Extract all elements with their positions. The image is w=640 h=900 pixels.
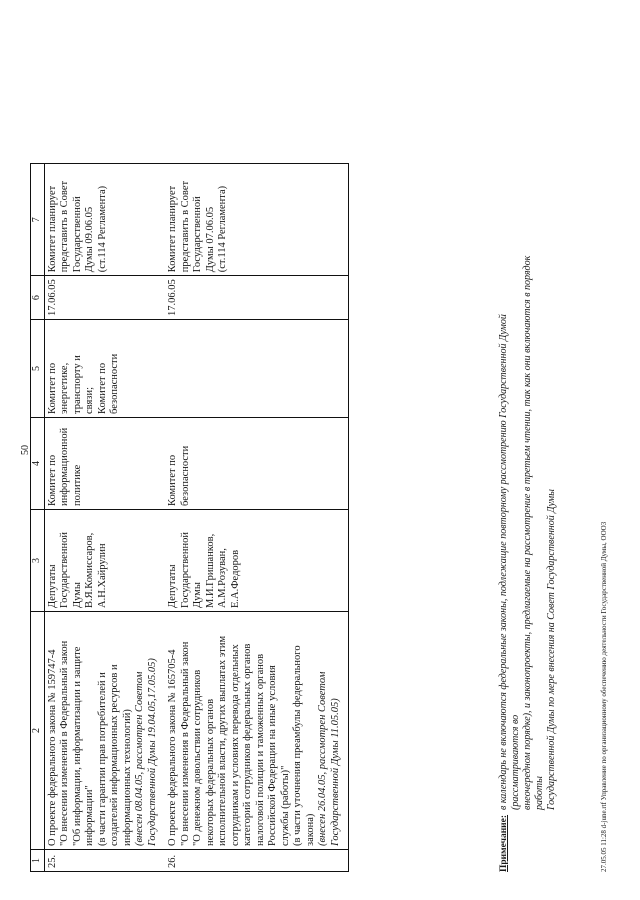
note-line: внеочередном порядке), и законопроекты, предлагаемые на рассмотрение в третьем чтении, так как они включаются в порядок работы xyxy=(522,255,545,810)
column-header: 4 xyxy=(31,418,45,510)
bill-text-line: информационных технологий) xyxy=(121,709,133,846)
bill-text-line: службы (работы)" xyxy=(279,765,291,846)
note-line: в календарь не включаются федеральные законы, подлежащие повторному рассмотрению Государственной Думой (рассматриваются во xyxy=(498,314,521,810)
committee-line: информационной xyxy=(59,427,70,506)
rotated-sheet xyxy=(20,20,620,880)
bill-description xyxy=(165,612,349,850)
author-line: А.М.Розуван, xyxy=(217,548,228,608)
bill-text-line: Российской Федерации на иные условия xyxy=(267,665,278,846)
bill-text-line: исполнительной власти, других выплатах этим xyxy=(217,635,228,846)
bill-title-line: О проекте федерального закона № 159747-4 xyxy=(46,649,58,846)
responsible-committee xyxy=(44,418,165,510)
author-line: Думы xyxy=(192,582,203,608)
bill-submission-note: (внесен 08.04.05, рассмотрен Советом xyxy=(134,671,145,846)
responsible-committee xyxy=(165,418,349,510)
bill-authors xyxy=(165,510,349,612)
committee-remark xyxy=(44,164,165,276)
remark-line: Комитет планирует xyxy=(167,185,178,273)
co-committees xyxy=(165,320,349,418)
column-header: 3 xyxy=(31,510,45,612)
consideration-date: 17.06.05 xyxy=(44,276,165,320)
committee-line: политике xyxy=(71,464,83,506)
remark-line: Думы 09.06.05 xyxy=(84,206,95,273)
remark-line: Государственной xyxy=(192,196,203,273)
bill-text-line: (в части уточнения преамбулы федерального xyxy=(292,645,303,846)
page-number: 50 xyxy=(20,445,31,455)
remark-line: представить в Совет xyxy=(179,180,191,273)
author-line: А.Н.Хайрулин xyxy=(96,543,108,608)
column-header: 2 xyxy=(31,612,45,850)
co-committee-line: Комитет по xyxy=(46,362,58,414)
co-committee-line: Комитет по xyxy=(96,362,108,414)
bill-text-line: сотрудникам и условиях перевода отдельных xyxy=(229,644,241,846)
column-header: 1 xyxy=(31,850,45,872)
remark-line: (ст.114 Регламента) xyxy=(96,185,108,273)
bill-text-line: налоговой полиции и таможенных органов xyxy=(254,653,266,846)
bill-submission-note: Государственной Думы 19.04.05,17.05.05) xyxy=(146,658,158,846)
header-row xyxy=(31,164,45,872)
author-line: Депутаты xyxy=(46,564,58,608)
committee-line: безопасности xyxy=(179,445,191,506)
author-line: Думы xyxy=(71,582,83,608)
author-line: М.И.Гришанков, xyxy=(204,533,216,608)
remark-line: представить в Совет xyxy=(59,180,70,273)
author-line: Е.А.Федоров xyxy=(229,549,241,608)
bill-submission-note: (внесен 26.04.05, рассмотрен Советом xyxy=(317,671,328,846)
co-committee-line: энергетике, xyxy=(59,362,70,414)
bill-submission-note: Государственной Думы 11.05.05) xyxy=(329,698,341,846)
bill-text-line: "О денежном довольствии сотрудников xyxy=(192,669,203,846)
committee-remark xyxy=(165,164,349,276)
committee-line: Комитет по xyxy=(46,454,58,506)
row-number: 26. xyxy=(165,850,349,872)
author-line: В.Я.Комиссаров, xyxy=(84,532,95,608)
co-committee-line: безопасности xyxy=(109,353,120,414)
bill-text-line: "Об информации, информатизации и защите xyxy=(71,646,83,846)
bill-title-line: О проекте федерального закона № 165705-4 xyxy=(167,649,178,846)
note-label: Примечание: xyxy=(499,814,509,872)
bill-text-line: "О внесении изменения в Федеральный закон xyxy=(179,641,191,846)
remark-line: Государственной xyxy=(71,196,83,273)
co-committees xyxy=(44,320,165,418)
table-row xyxy=(44,164,165,872)
committee-line: Комитет по xyxy=(167,454,178,506)
bill-description xyxy=(44,612,165,850)
bill-text-line: категорий сотрудников федеральных органов xyxy=(242,643,253,846)
bill-text-line: "О внесении изменений в Федеральный закон xyxy=(59,640,70,846)
column-header: 6 xyxy=(31,276,45,320)
note-text xyxy=(498,230,558,810)
table-row xyxy=(165,164,349,872)
column-header: 7 xyxy=(31,164,45,276)
column-header: 5 xyxy=(31,320,45,418)
note-line: Государственной Думы по мере внесения на Совет Государственной Думы xyxy=(546,489,557,810)
file-footer: 27.05.05 11:28 d-june.rtf Управление по организационному обеспечению деятельности Государственной Думы, ООО3 xyxy=(600,521,608,872)
bill-text-line: информации" xyxy=(84,785,95,846)
consideration-date: 17.06.05 xyxy=(165,276,349,320)
row-number: 25. xyxy=(44,850,165,872)
bill-authors xyxy=(44,510,165,612)
remark-line: (ст.114 Регламента) xyxy=(217,185,228,273)
author-line: Депутаты xyxy=(167,564,178,608)
co-committee-line: связи; xyxy=(84,387,95,414)
bill-text-line: некоторых федеральных органов xyxy=(204,698,216,846)
author-line: Государственной xyxy=(179,532,191,608)
author-line: Государственной xyxy=(59,532,70,608)
co-committee-line: транспорту и xyxy=(71,355,83,414)
bill-text-line: создателей информационных ресурсов и xyxy=(109,664,120,846)
bill-text-line: закона) xyxy=(304,813,316,846)
bill-text-line: (в части гарантии прав потребителей и xyxy=(96,672,108,846)
remark-line: Думы 07.06.05 xyxy=(204,206,216,273)
remark-line: Комитет планирует xyxy=(46,185,58,273)
bill-calendar-table xyxy=(30,163,349,872)
